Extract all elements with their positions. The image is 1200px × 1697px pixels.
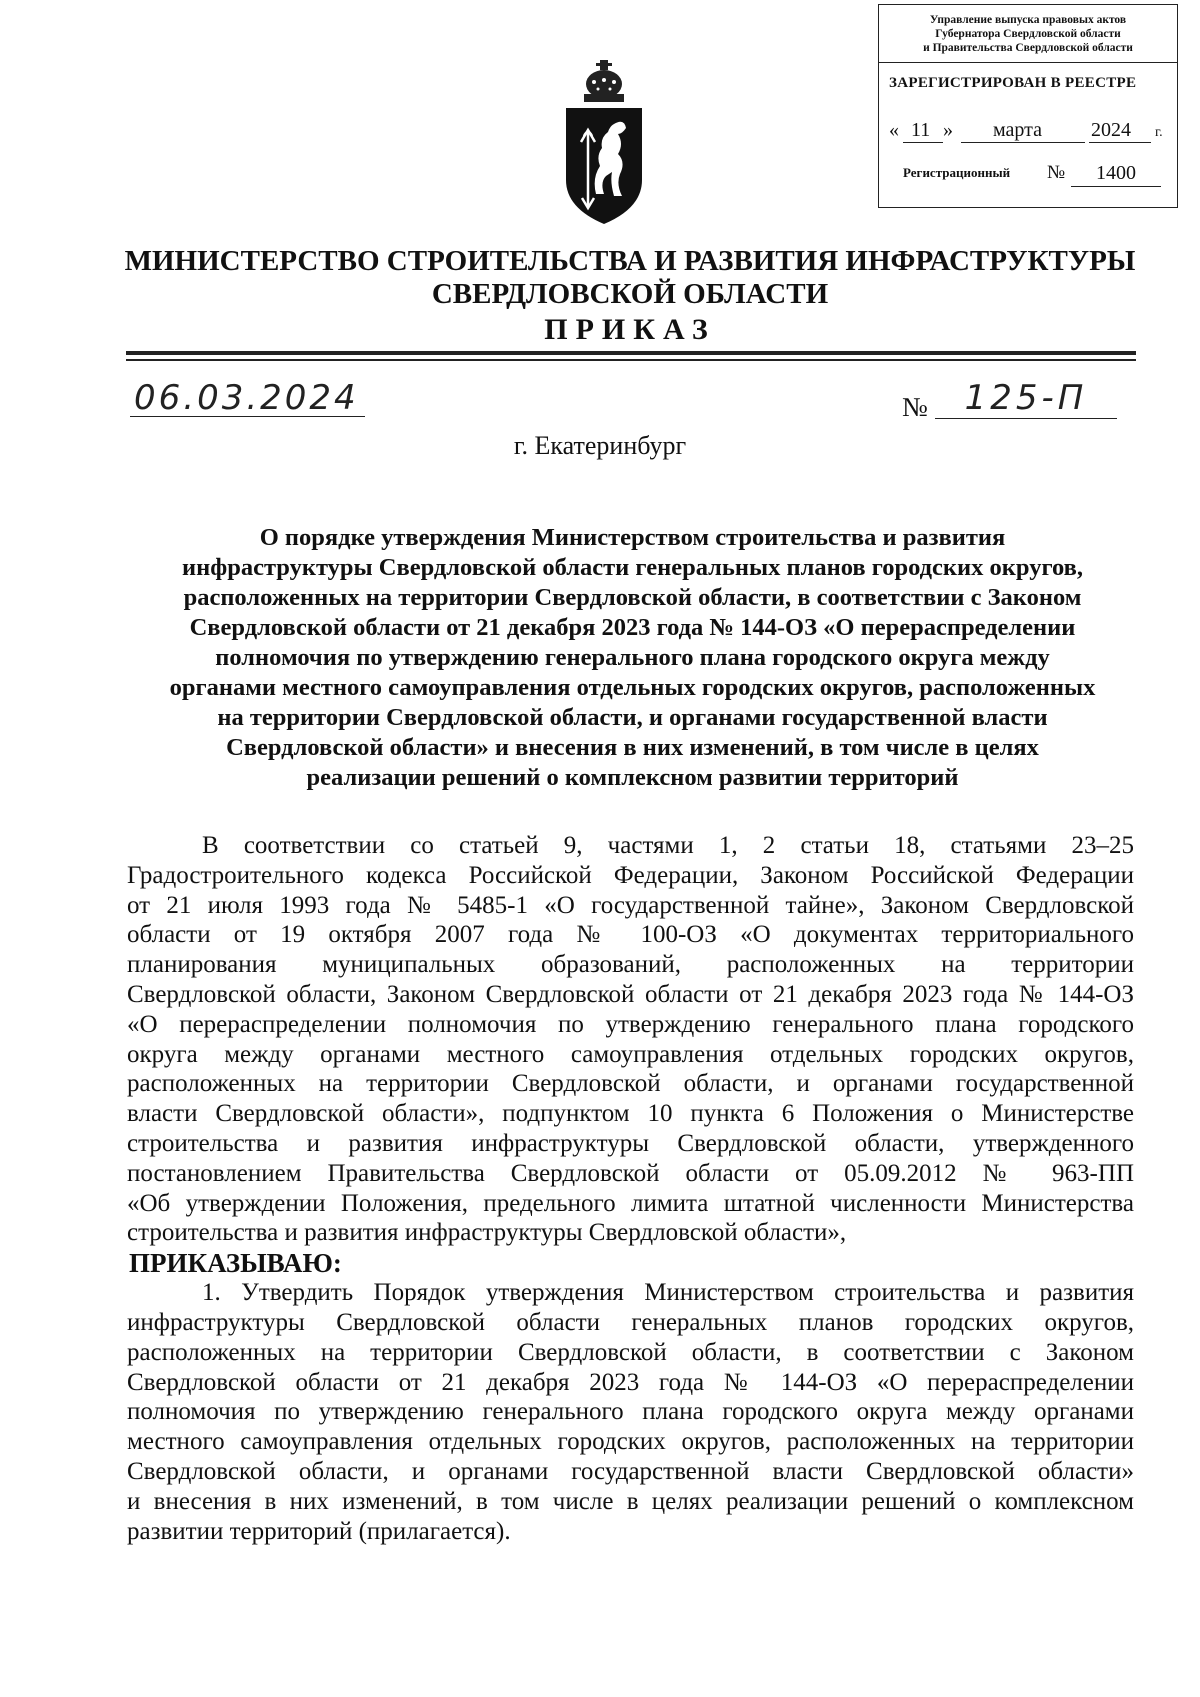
- body-line: полномочия по утверждению генерального плана городского округа между органами: [127, 1398, 1134, 1426]
- registration-stamp: [878, 4, 1178, 208]
- order-verb: ПРИКАЗЫВАЮ:: [129, 1248, 342, 1279]
- body-line: Свердловской области от 21 декабря 2023 года № 144-ОЗ «О перераспределении: [127, 1368, 1134, 1396]
- stamp-date-year-suffix: г.: [1155, 125, 1163, 140]
- body-line: строительства и развития инфраструктуры Свердловской области»,: [127, 1219, 847, 1247]
- body-line: области от 19 октября 2007 года № 100-ОЗ «О документах территориального: [127, 921, 1134, 949]
- coat-of-arms-icon: [562, 58, 646, 228]
- stamp-date: [889, 119, 1174, 145]
- body-line: расположенных на территории Свердловской области, и органами государственной: [127, 1070, 1134, 1098]
- title-line: на территории Свердловской области, и органами государственной власти: [217, 704, 1048, 731]
- stamp-reg-number: 1400: [1071, 162, 1161, 187]
- ministry-name-line: СВЕРДЛОВСКОЙ ОБЛАСТИ: [431, 278, 829, 310]
- header-rule-thick: [126, 351, 1136, 355]
- stamp-date-day: 11: [911, 119, 931, 141]
- title-line: органами местного самоуправления отдельных городских округов, расположенных: [169, 674, 1096, 701]
- title-line: полномочия по утверждению генерального плана городского округа между: [215, 644, 1050, 671]
- city: г. Екатеринбург: [513, 431, 687, 460]
- body-line: местного самоуправления отдельных городских округов, расположенных на территории: [127, 1428, 1134, 1456]
- body-line: Градостроительного кодекса Российской Федерации, Законом Российской Федерации: [127, 861, 1134, 889]
- body-line: от 21 июля 1993 года № 5485-1 «О государственной тайне», Законом Свердловской: [127, 891, 1134, 919]
- body-line: инфраструктуры Свердловской области генеральных планов городских округов,: [127, 1308, 1134, 1336]
- title-line: О порядке утверждения Министерством строительства и развития: [259, 524, 1006, 551]
- stamp-registered-label: ЗАРЕГИСТРИРОВАН В РЕЕСТРЕ: [889, 75, 1137, 91]
- body-line: Свердловской области, Законом Свердловской области от 21 декабря 2023 года № 144-ОЗ: [127, 980, 1134, 1008]
- stamp-date-year: 2024: [1091, 119, 1131, 141]
- stamp-reg-number-label: Регистрационный: [903, 165, 1011, 180]
- stamp-reg-number-sign: №: [1047, 162, 1066, 183]
- title-line: инфраструктуры Свердловской области генеральных планов городских округов,: [182, 554, 1083, 581]
- stamp-header-line: Губернатора Свердловской области: [935, 28, 1121, 40]
- title-line: Свердловской области» и внесения в них изменений, в том числе в целях: [226, 734, 1039, 761]
- body-line: планирования муниципальных образований, расположенных на территории: [127, 951, 1134, 979]
- body-line: В соответствии со статьей 9, частями 1, 2 статьи 18, статьями 23–25: [202, 832, 1134, 859]
- body-line: Свердловской области, и органами государственной власти Свердловской области»: [127, 1457, 1134, 1485]
- body-line: постановлением Правительства Свердловской области от 05.09.2012 № 963-ПП: [127, 1159, 1134, 1187]
- order-number-handwritten: 125-П: [935, 378, 1117, 419]
- body-line: «Об утверждении Положения, предельного лимита штатной численности Министерства: [127, 1189, 1134, 1217]
- body-line: округа между органами местного самоуправления отдельных городских округов,: [127, 1040, 1134, 1068]
- stamp-date-month: марта: [993, 119, 1042, 141]
- header-rule-thin: [126, 359, 1136, 361]
- title-line: реализации решений о комплексном развитии территорий: [306, 764, 959, 791]
- body-line: 1. Утвердить Порядок утверждения Министерством строительства и развития: [202, 1279, 1134, 1307]
- stamp-header: [879, 5, 1177, 63]
- body-line: расположенных на территории Свердловской области, в соответствии с Законом: [127, 1338, 1134, 1366]
- document-title: [120, 523, 1145, 793]
- stamp-date-close-quote: »: [943, 119, 953, 141]
- body-line: власти Свердловской области», подпунктом 10 пункта 6 Положения о Министерстве: [127, 1100, 1134, 1128]
- ministry-name: [60, 245, 1200, 311]
- body-line: и внесения в них изменений, в том числе в целях реализации решений о комплексном: [127, 1487, 1134, 1515]
- body-line: «О перераспределении полномочия по утверждению генерального плана городского: [127, 1010, 1134, 1038]
- stamp-date-open-quote: «: [889, 119, 899, 141]
- body-line: строительства и развития инфраструктуры Свердловской области, утвержденного: [127, 1129, 1134, 1157]
- preamble: [127, 831, 1134, 1248]
- title-line: Свердловской области от 21 декабря 2023 года № 144-ОЗ «О перераспределении: [189, 614, 1076, 641]
- title-line: расположенных на территории Свердловской области, в соответствии с Законом: [183, 584, 1082, 611]
- order-title: ПРИКАЗ: [544, 313, 716, 346]
- order-date-handwritten: 06.03.2024: [130, 380, 365, 417]
- order-item-1: [127, 1278, 1134, 1546]
- stamp-header-line: и Правительства Свердловской области: [923, 42, 1133, 54]
- body-line: развитии территорий (прилагается).: [127, 1517, 511, 1545]
- ministry-name-line: МИНИСТЕРСТВО СТРОИТЕЛЬСТВА И РАЗВИТИЯ ИНФРАСТРУКТУРЫ: [124, 245, 1136, 277]
- order-number-label: №: [902, 392, 928, 422]
- stamp-header-line: Управление выпуска правовых актов: [929, 14, 1127, 26]
- document-body: [127, 831, 1134, 1546]
